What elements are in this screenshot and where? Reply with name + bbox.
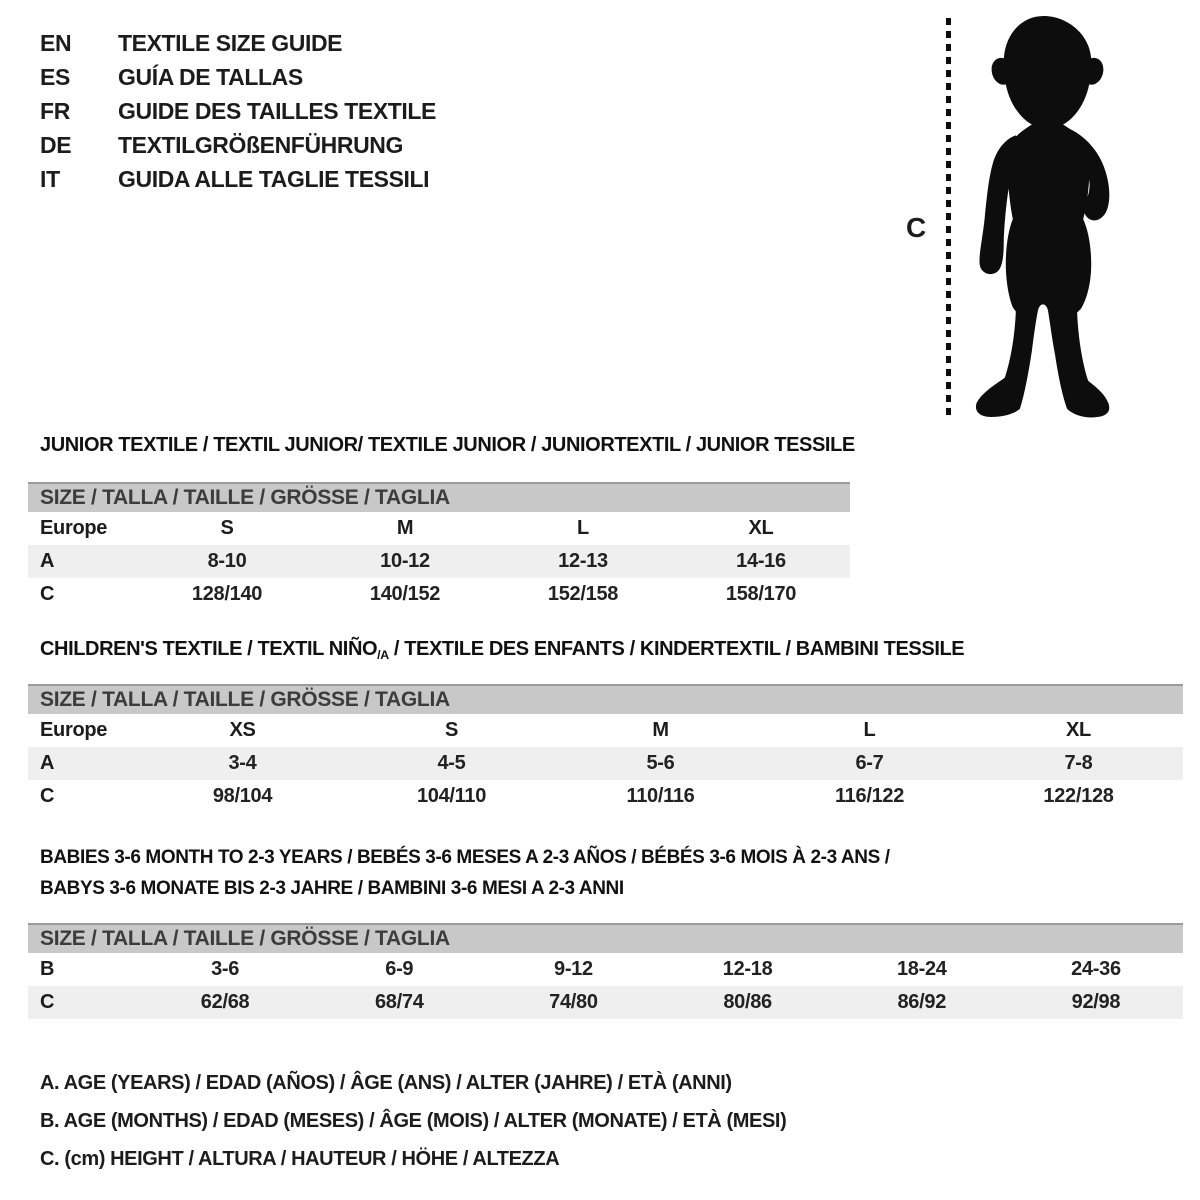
months-cell: 12-18 xyxy=(722,958,773,980)
height-cell: 74/80 xyxy=(549,991,598,1013)
height-cell: 98/104 xyxy=(212,785,273,807)
row-label: C xyxy=(40,991,55,1013)
months-cell: 9-12 xyxy=(554,958,593,980)
row-label: Europe xyxy=(40,719,108,741)
children-section-title xyxy=(40,638,964,662)
height-cell: 110/116 xyxy=(626,785,695,807)
babies-height-row xyxy=(28,986,1183,1019)
babies-title-line1: BABIES 3-6 MONTH TO 2-3 YEARS / BEBÉS 3-6 MESES A 2-3 AÑOS / BÉBÉS 3-6 MOIS À 2-3 ANS / xyxy=(40,847,890,868)
lang-row-en xyxy=(40,26,436,60)
size-cell: XL xyxy=(748,517,774,539)
children-age-row xyxy=(28,747,1183,780)
months-cell: 18-24 xyxy=(896,958,947,980)
height-cell: 86/92 xyxy=(897,991,947,1013)
row-label: Europe xyxy=(40,517,108,539)
height-cell: 158/170 xyxy=(725,583,797,605)
children-height-row xyxy=(28,780,1183,813)
age-cell: 5-6 xyxy=(646,752,675,774)
babies-size-table xyxy=(28,923,1183,1019)
children-size-header-bar: SIZE / TALLA / TAILLE / GRÖSSE / TAGLIA xyxy=(28,684,1183,714)
measure-legend xyxy=(40,1064,786,1178)
row-label: B xyxy=(40,958,55,980)
age-cell: 3-4 xyxy=(228,752,257,774)
height-cell: 62/68 xyxy=(200,991,250,1013)
lang-code-fr: FR xyxy=(40,97,71,124)
children-title-prefix: CHILDREN'S TEXTILE / TEXTIL NIÑO xyxy=(40,638,378,660)
junior-size-table xyxy=(28,482,850,611)
language-title-block xyxy=(40,26,436,196)
height-cell: 152/158 xyxy=(547,583,619,605)
junior-size-header-bar: SIZE / TALLA / TAILLE / GRÖSSE / TAGLIA xyxy=(28,482,850,512)
size-cell: L xyxy=(577,517,589,539)
size-cell: S xyxy=(444,719,459,741)
babies-section-title xyxy=(40,842,890,904)
lang-title-en: TEXTILE SIZE GUIDE xyxy=(118,29,343,56)
age-cell: 10-12 xyxy=(380,550,430,572)
junior-age-row xyxy=(28,545,850,578)
row-label: A xyxy=(40,550,55,572)
size-cell: S xyxy=(220,517,234,539)
lang-code-de: DE xyxy=(40,131,72,158)
age-cell: 7-8 xyxy=(1064,752,1093,774)
age-cell: 6-7 xyxy=(855,752,884,774)
lang-title-de: TEXTILGRÖßENFÜHRUNG xyxy=(118,131,403,158)
babies-title-line2: BABYS 3-6 MONATE BIS 2-3 JAHRE / BAMBINI 3-6 MESI A 2-3 ANNI xyxy=(40,878,624,899)
babies-months-row xyxy=(28,953,1183,986)
height-cell: 122/128 xyxy=(1043,785,1114,807)
months-cell: 6-9 xyxy=(385,958,414,980)
legend-height-cm: C. (cm) HEIGHT / ALTURA / HAUTEUR / HÖHE / ALTEZZA xyxy=(40,1148,560,1170)
children-size-table xyxy=(28,684,1183,813)
lang-row-it xyxy=(40,162,436,196)
age-cell: 14-16 xyxy=(736,550,786,572)
legend-age-months: B. AGE (MONTHS) / EDAD (MESES) / ÂGE (MOIS) / ALTER (MONATE) / ETÀ (MESI) xyxy=(40,1110,787,1132)
height-cell: 80/86 xyxy=(723,991,772,1013)
age-cell: 12-13 xyxy=(558,550,608,572)
lang-row-es xyxy=(40,60,436,94)
lang-code-en: EN xyxy=(40,29,72,56)
height-cell: 92/98 xyxy=(1071,991,1121,1013)
junior-section-title: JUNIOR TEXTILE / TEXTIL JUNIOR/ TEXTILE JUNIOR / JUNIORTEXTIL / JUNIOR TESSILE xyxy=(40,434,855,456)
months-cell: 3-6 xyxy=(211,958,240,980)
junior-sizes-row xyxy=(28,512,850,545)
junior-height-row xyxy=(28,578,850,611)
lang-title-es: GUÍA DE TALLAS xyxy=(118,63,303,90)
row-label: C xyxy=(40,785,55,807)
height-cell: 104/110 xyxy=(416,785,487,807)
age-cell: 4-5 xyxy=(437,752,466,774)
lang-title-it: GUIDA ALLE TAGLIE TESSILI xyxy=(118,165,430,192)
size-cell: XS xyxy=(229,719,256,741)
toddler-silhouette-icon xyxy=(958,12,1142,424)
height-marker-label: C xyxy=(906,212,927,243)
height-cell: 140/152 xyxy=(369,583,441,605)
months-cell: 24-36 xyxy=(1071,958,1121,980)
row-label: C xyxy=(40,583,55,605)
children-sizes-row xyxy=(28,714,1183,747)
lang-row-fr xyxy=(40,94,436,128)
lang-row-de xyxy=(40,128,436,162)
row-label: A xyxy=(40,752,55,774)
age-cell: 8-10 xyxy=(207,550,247,572)
height-cell: 68/74 xyxy=(374,991,424,1013)
height-dashed-line xyxy=(946,18,951,418)
legend-age-years: A. AGE (YEARS) / EDAD (AÑOS) / ÂGE (ANS) / ALTER (JAHRE) / ETÀ (ANNI) xyxy=(40,1072,732,1094)
lang-code-es: ES xyxy=(40,63,71,90)
size-cell: M xyxy=(652,719,669,741)
size-cell: L xyxy=(863,719,876,741)
height-cell: 128/140 xyxy=(191,583,263,605)
size-cell: M xyxy=(396,517,414,539)
lang-code-it: IT xyxy=(40,165,60,192)
size-cell: XL xyxy=(1066,719,1091,741)
children-title-sub: /A xyxy=(377,648,389,662)
children-title-suffix: / TEXTILE DES ENFANTS / KINDERTEXTIL / BAMBINI TESSILE xyxy=(388,638,965,660)
babies-size-header-bar: SIZE / TALLA / TAILLE / GRÖSSE / TAGLIA xyxy=(28,923,1183,953)
height-cell: 116/122 xyxy=(834,785,905,807)
lang-title-fr: GUIDE DES TAILLES TEXTILE xyxy=(118,97,436,124)
